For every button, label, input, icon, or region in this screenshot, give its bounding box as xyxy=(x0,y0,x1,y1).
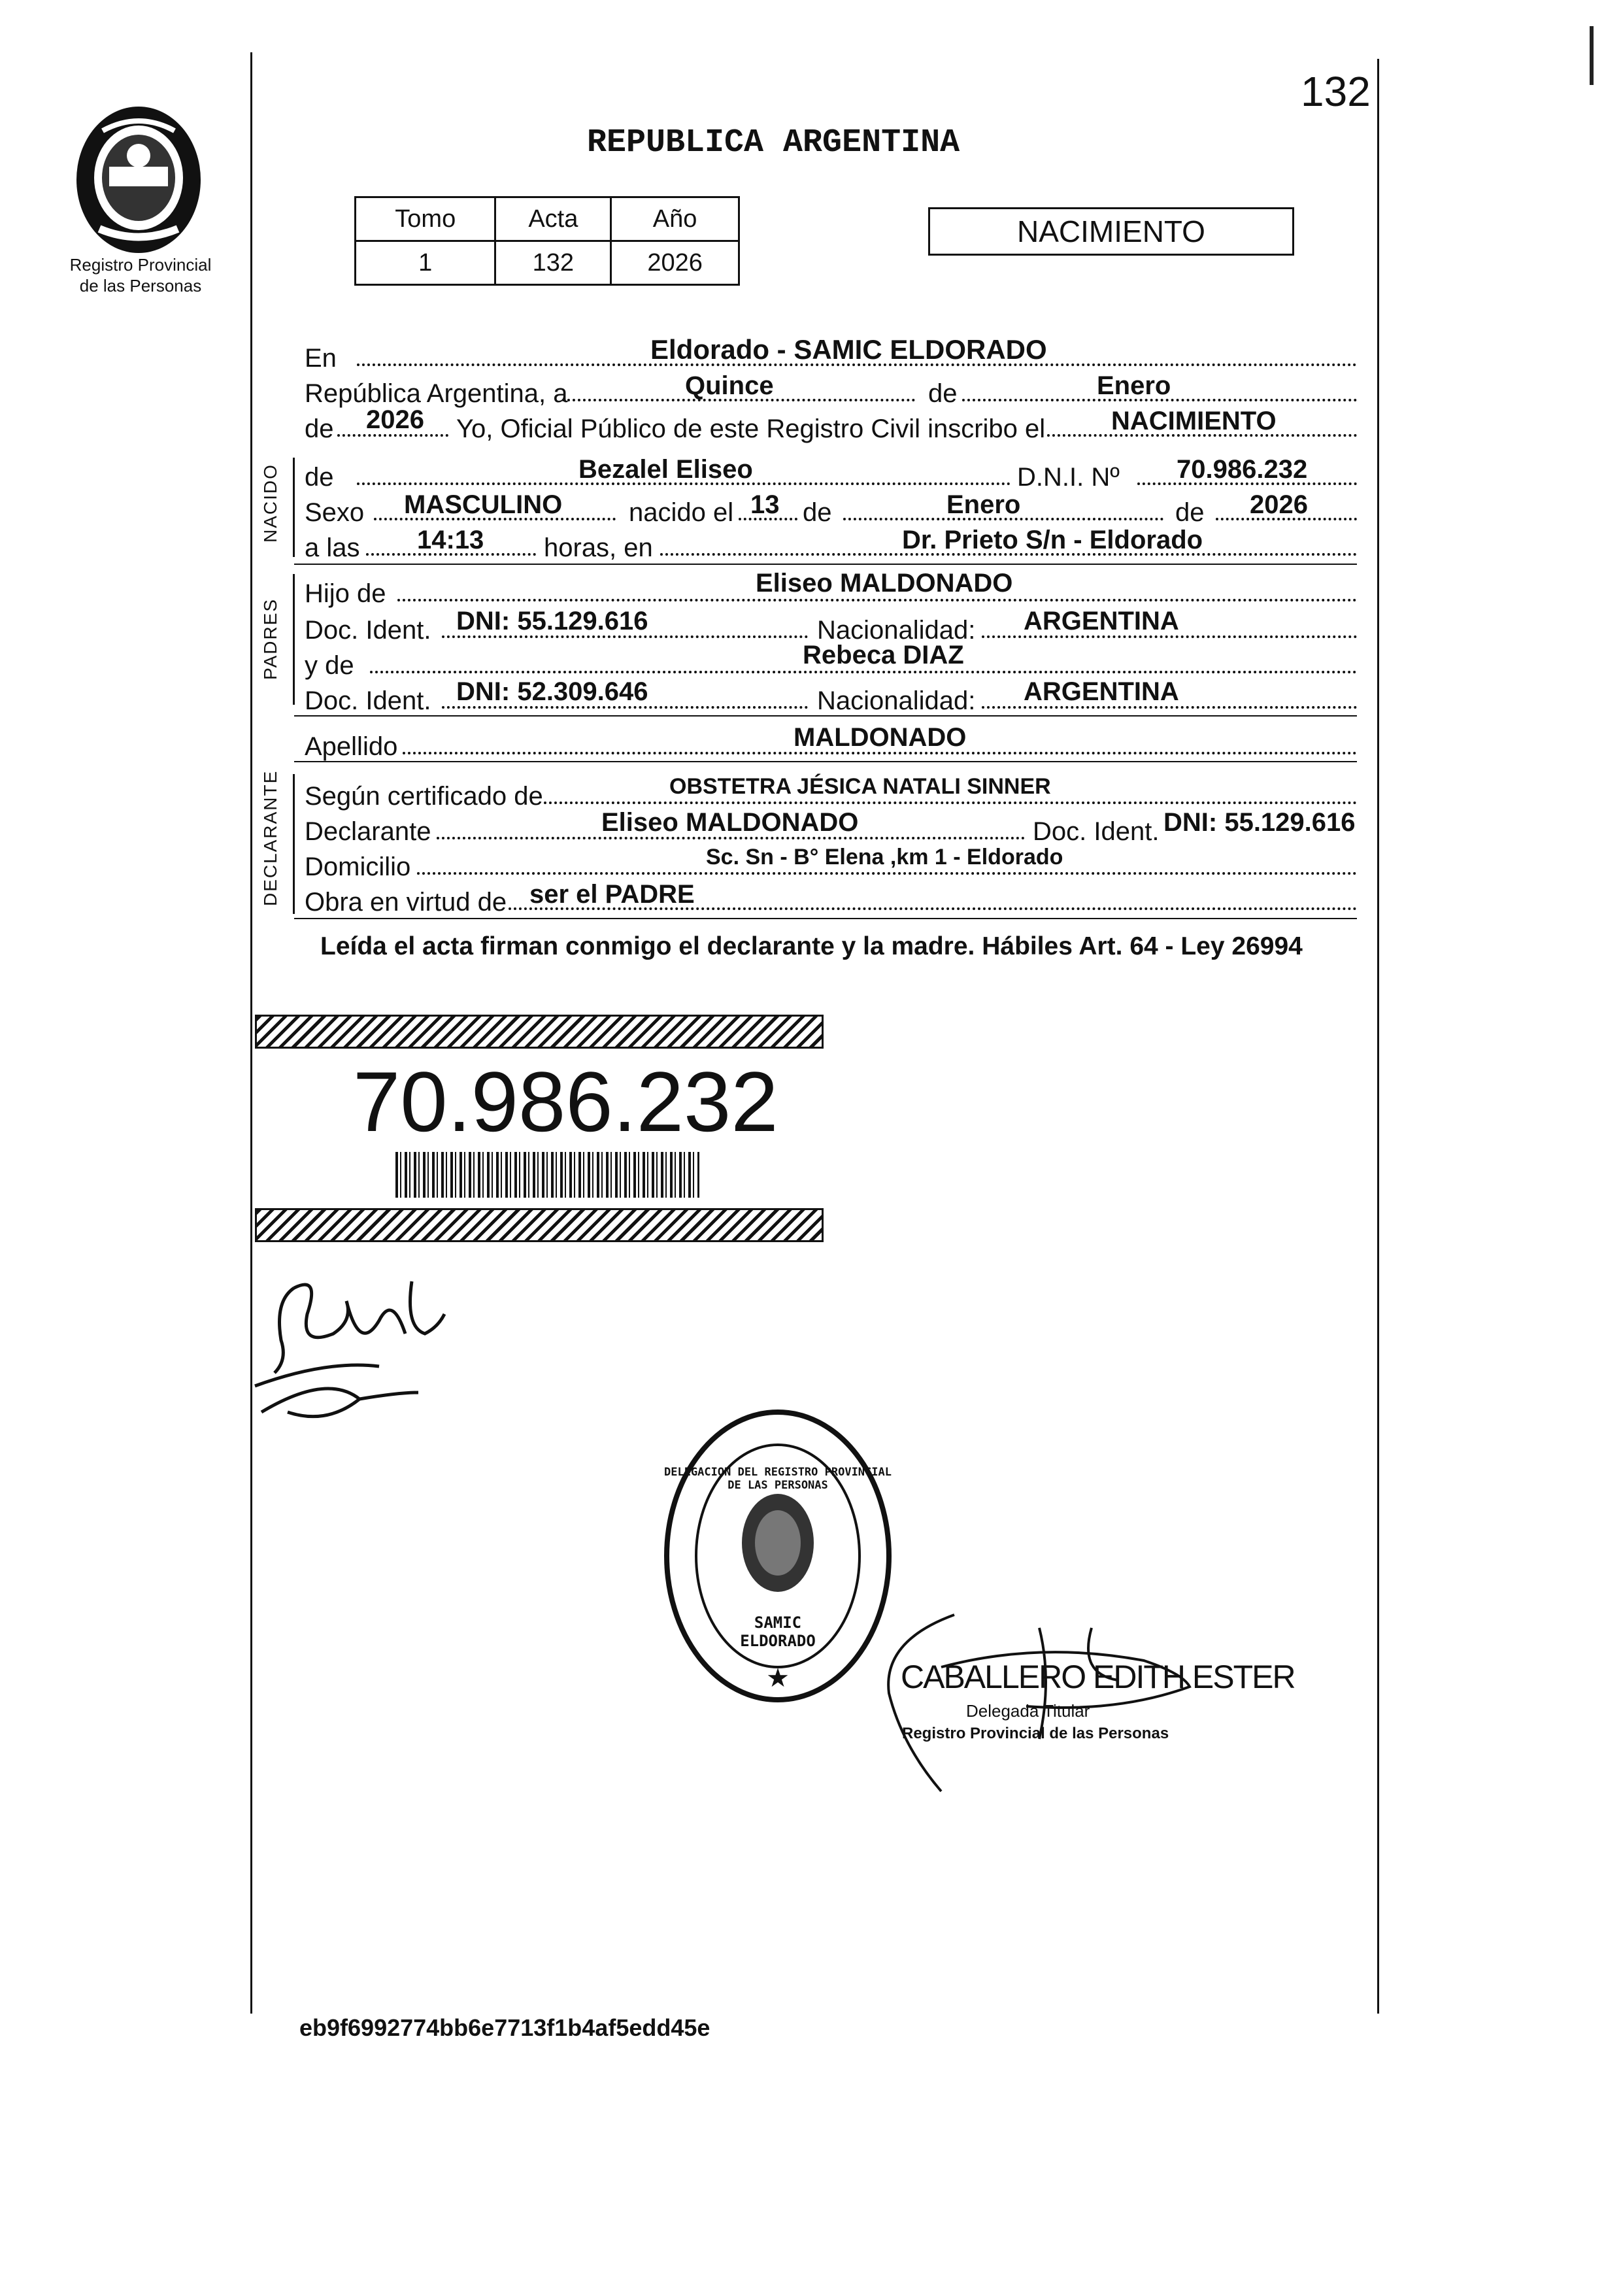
section-label-padres: PADRES xyxy=(260,598,280,680)
left-margin-line xyxy=(250,52,252,2014)
dotted-line xyxy=(370,671,1357,673)
document-hash: eb9f6992774bb6e7713f1b4af5edd45e xyxy=(299,2014,710,2041)
anio-header: Año xyxy=(611,197,739,241)
capacity-value: ser el PADRE xyxy=(529,880,695,909)
dni-large-number: 70.986.232 xyxy=(353,1054,778,1149)
record-type-box xyxy=(928,207,1294,256)
label-de-birth-month: de xyxy=(803,498,832,527)
label-nacionalidad-2: Nacionalidad: xyxy=(817,686,976,715)
label-a-las: a las xyxy=(305,533,360,562)
label-obra: Obra en virtud de xyxy=(305,888,507,917)
place-value: Eldorado - SAMIC ELDORADO xyxy=(650,334,1047,365)
security-band-top xyxy=(255,1015,824,1049)
birth-day-value: 13 xyxy=(750,490,780,519)
logo-caption-line1: Registro Provincial xyxy=(69,255,212,275)
label-de-month: de xyxy=(928,379,958,408)
stamp-border-text: DELEGACION DEL REGISTRO PROVINCIAL DE LAS PERSONAS xyxy=(664,1466,892,1492)
section-divider xyxy=(294,564,1357,565)
section-bracket-padres xyxy=(293,574,295,705)
child-dni-value: 70.986.232 xyxy=(1177,455,1308,484)
label-nacido-el: nacido el xyxy=(629,498,734,527)
label-republica: República Argentina, a xyxy=(305,379,568,408)
label-de-year: de xyxy=(305,414,334,443)
barcode xyxy=(395,1152,699,1198)
reference-table xyxy=(354,196,740,286)
dotted-line xyxy=(337,434,448,437)
security-band-bottom xyxy=(255,1208,824,1242)
birth-time-value: 14:13 xyxy=(417,526,484,554)
section-divider xyxy=(294,761,1357,762)
label-de-name: de xyxy=(305,463,334,492)
label-horas-en: horas, en xyxy=(544,533,653,562)
declarant-doc-value: DNI: 55.129.616 xyxy=(1163,808,1356,837)
label-en: En xyxy=(305,344,337,373)
dotted-line xyxy=(437,837,1025,839)
official-signature xyxy=(843,1602,1209,1798)
label-apellido: Apellido xyxy=(305,732,398,761)
dotted-line xyxy=(982,706,1357,709)
surname-value: MALDONADO xyxy=(794,723,967,752)
mother-doc-value: DNI: 52.309.646 xyxy=(456,677,648,706)
act-value: NACIMIENTO xyxy=(1111,407,1277,435)
dotted-line xyxy=(544,802,1357,804)
record-type-label: NACIMIENTO xyxy=(1017,214,1205,248)
month-value: Enero xyxy=(1097,371,1171,400)
label-declarante: Declarante xyxy=(305,817,431,846)
section-bracket-declarante xyxy=(293,774,295,914)
label-nacionalidad: Nacionalidad: xyxy=(817,616,976,645)
dotted-line xyxy=(982,635,1357,638)
dotted-line xyxy=(417,872,1357,875)
signature-icon xyxy=(248,1262,464,1438)
country-title: REPUBLICA ARGENTINA xyxy=(587,124,960,161)
father-value: Eliseo MALDONADO xyxy=(756,569,1013,598)
section-divider xyxy=(294,918,1357,919)
section-label-nacido: NACIDO xyxy=(260,464,280,543)
dotted-line xyxy=(397,599,1357,601)
logo-caption-line2: de las Personas xyxy=(79,276,202,295)
tomo-value: 1 xyxy=(356,241,495,285)
dotted-line xyxy=(442,706,808,709)
closing-text: Leída el acta firman conmigo el declarante y la madre. Hábiles Art. 64 - Ley 26994 xyxy=(320,932,1303,960)
signature xyxy=(248,1262,464,1438)
label-dni: D.N.I. Nº xyxy=(1017,463,1120,492)
section-divider xyxy=(294,715,1357,717)
birth-year-value: 2026 xyxy=(1250,490,1308,519)
section-label-declarante: DECLARANTE xyxy=(260,769,280,906)
acta-value: 132 xyxy=(495,241,611,285)
mother-nationality-value: ARGENTINA xyxy=(1024,677,1179,706)
label-de-birth-year: de xyxy=(1175,498,1205,527)
year-value: 2026 xyxy=(366,405,424,434)
page-number: 132 xyxy=(1301,68,1371,115)
address-value: Sc. Sn - B° Elena ,km 1 - Eldorado xyxy=(706,845,1063,869)
svg-text:★: ★ xyxy=(766,1663,790,1693)
section-bracket-nacido xyxy=(293,458,295,557)
anio-value: 2026 xyxy=(611,241,739,285)
official-role: Delegada Titular xyxy=(966,1701,1090,1721)
official-signature-icon xyxy=(843,1602,1209,1798)
stamp-center-text: SAMIC ELDORADO xyxy=(740,1613,816,1650)
right-margin-line xyxy=(1377,59,1379,2014)
label-hijo-de: Hijo de xyxy=(305,579,386,608)
birth-place-value: Dr. Prieto S/n - Eldorado xyxy=(902,526,1203,554)
label-sexo: Sexo xyxy=(305,498,365,527)
dotted-line xyxy=(442,635,808,638)
label-domicilio: Domicilio xyxy=(305,853,411,881)
child-name-value: Bezalel Eliseo xyxy=(578,455,753,484)
label-doc-ident-3: Doc. Ident. xyxy=(1033,817,1160,846)
tomo-header: Tomo xyxy=(356,197,495,241)
father-nationality-value: ARGENTINA xyxy=(1024,607,1179,635)
official-name: CABALLERO EDITH ESTER xyxy=(901,1659,1295,1695)
label-segun: Según certificado de xyxy=(305,782,543,811)
label-doc-ident: Doc. Ident. xyxy=(305,616,431,645)
mother-value: Rebeca DIAZ xyxy=(803,641,964,669)
certificate-value: OBSTETRA JÉSICA NATALI SINNER xyxy=(669,774,1051,799)
label-y-de: y de xyxy=(305,651,354,680)
official-office: Registro Provincial de las Personas xyxy=(902,1725,1169,1742)
scanner-mark xyxy=(1590,26,1594,85)
declarant-value: Eliseo MALDONADO xyxy=(601,808,859,837)
dotted-line xyxy=(403,752,1357,754)
sex-value: MASCULINO xyxy=(404,490,563,519)
father-doc-value: DNI: 55.129.616 xyxy=(456,607,648,635)
birth-month-value: Enero xyxy=(946,490,1021,519)
label-oficial: Yo, Oficial Público de este Registro Civil inscribo el xyxy=(456,414,1046,443)
acta-header: Acta xyxy=(495,197,611,241)
label-doc-ident-2: Doc. Ident. xyxy=(305,686,431,715)
province-seal-icon xyxy=(73,105,204,255)
province-logo xyxy=(73,105,204,255)
day-value: Quince xyxy=(685,371,774,400)
